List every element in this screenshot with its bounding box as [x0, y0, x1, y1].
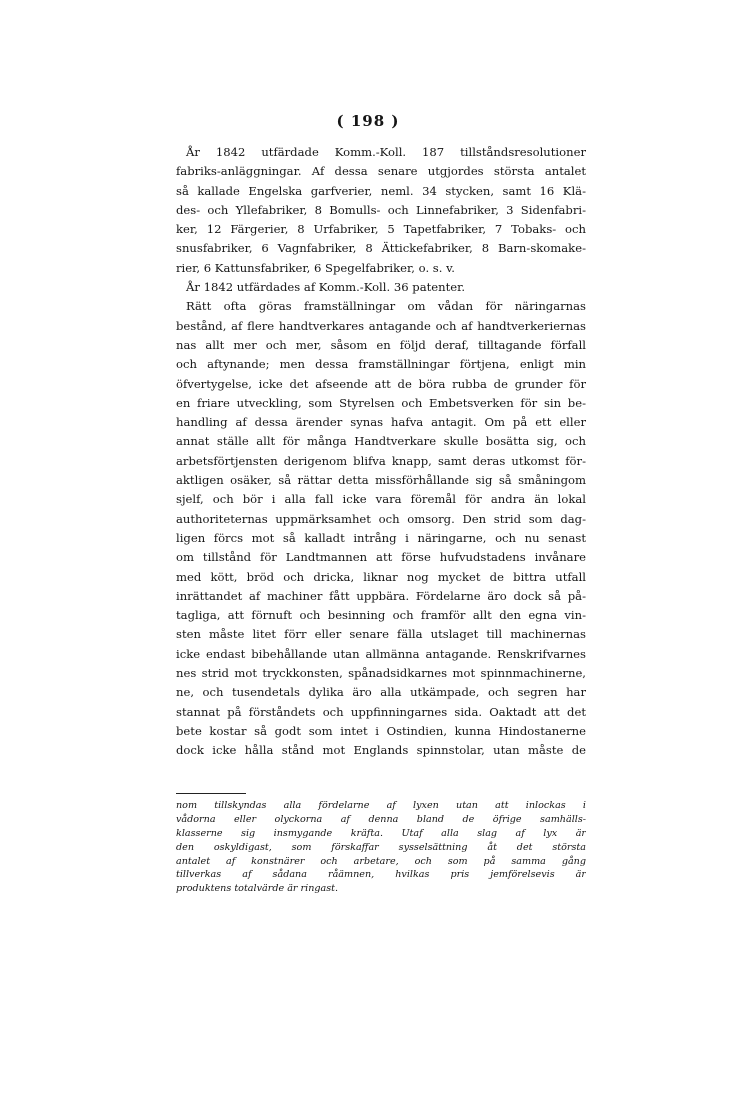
body-line: År 1842 utfärdades af Komm.-Koll. 36 patenter.	[186, 280, 466, 295]
body-line: dock icke hålla stånd mot Englands spinnstolar, utan måste de	[176, 743, 586, 758]
body-line: Rätt ofta göras framställningar om vådan för näringarnas	[186, 299, 586, 314]
footnote-line: klasserne sig insmygande kräfta. Utaf alla slag af lyx är	[176, 827, 586, 839]
body-line: öfvertygelse, icke det afseende att de böra rubba de grunder för	[176, 376, 586, 391]
body-line: om tillstånd för Landtmannen att förse hufvudstadens invånare	[176, 550, 586, 565]
body-line: sjelf, och bör i alla fall icke vara föremål för andra än lokal	[176, 492, 586, 507]
body-line: och aftynande; men dessa framställningar förtjena, enligt min	[176, 357, 586, 372]
body-line: arbetsförtjensten derigenom blifva knapp, samt deras utkomst för-	[176, 453, 586, 468]
body-line: tagliga, att förnuft och besinning och framför allt den egna vin-	[176, 608, 586, 623]
body-line: inrättandet af machiner fått uppbära. Fördelarne äro dock så på-	[176, 588, 586, 603]
body-line: aktligen osäker, så rättar detta missförhållande sig så småningom	[176, 473, 586, 488]
body-line: nas allt mer och mer, såsom en följd deraf, tilltagande förfall	[176, 337, 586, 352]
body-line: bete kostar så godt som intet i Ostindien, kunna Hindostanerne	[176, 723, 586, 738]
body-line: så kallade Engelska garfverier, neml. 34 stycken, samt 16 Klä-	[176, 183, 586, 198]
body-line: en friare utveckling, som Styrelsen och Embetsverken för sin be-	[176, 395, 586, 410]
body-line: År 1842 utfärdade Komm.-Koll. 187 tillståndsresolutioner	[186, 145, 586, 159]
body-line: fabriks-anläggningar. Af dessa senare utgjordes största antalet	[176, 164, 586, 179]
footnote-line: antalet af konstnärer och arbetare, och som på samma gång	[176, 855, 586, 867]
body-line: des- och Yllefabriker, 8 Bomulls- och Linnefabriker, 3 Sidenfabri-	[176, 202, 586, 217]
body-line: nes strid mot tryckkonsten, spånadsidkarnes mot spinnmachinerne,	[176, 666, 586, 681]
body-line: icke endast bibehållande utan allmänna antagande. Renskrifvarnes	[176, 646, 586, 661]
body-line: handling af dessa ärender synas hafva antagit. Om på ett eller	[176, 415, 586, 430]
body-line: bestånd, af flere handtverkares antagande och af handtverkeriernas	[176, 318, 586, 333]
body-line: med kött, bröd och dricka, liknar nog mycket de bittra utfall	[176, 569, 586, 584]
body-line: stannat på förståndets och uppfinningarnes sida. Oaktadt att det	[176, 704, 586, 719]
footnote	[176, 799, 586, 896]
footnote-line: vådorna eller olyckorna af denna bland de öfrige samhälls-	[176, 813, 586, 825]
body-line: ker, 12 Färgerier, 8 Urfabriker, 5 Tapetfabriker, 7 Tobaks- och	[176, 222, 586, 237]
body-line: snusfabriker, 6 Vagnfabriker, 8 Ättickefabriker, 8 Barn-skomake-	[176, 241, 586, 256]
body-text	[176, 143, 586, 761]
footnote-divider	[176, 793, 246, 794]
body-line: ne, och tusendetals dylika äro alla utkämpade, och segren har	[176, 685, 586, 700]
footnote-line: tillverkas af sådana råämnen, hvilkas pris jemförelsevis är	[176, 869, 586, 881]
page-number: ( 198 )	[336, 112, 400, 130]
body-line: sten måste litet förr eller senare fälla utslaget till machinernas	[176, 627, 586, 642]
footnote-line: produktens totalvärde är ringast.	[176, 883, 339, 895]
footnote-line: den oskyldigast, som förskaffar sysselsättning åt det största	[176, 841, 586, 853]
body-line: authoriteternas uppmärksamhet och omsorg. Den strid som dag-	[176, 511, 586, 526]
body-line: rier, 6 Kattunsfabriker, 6 Spegelfabriker, o. s. v.	[176, 260, 455, 275]
body-line: ligen förcs mot så kalladt intrång i näringarne, och nu senast	[176, 530, 586, 545]
footnote-line: nom tillskyndas alla fördelarne af lyxen utan att inlockas i	[176, 800, 586, 811]
body-line: annat ställe allt för många Handtverkare skulle bosätta sig, och	[176, 434, 586, 449]
